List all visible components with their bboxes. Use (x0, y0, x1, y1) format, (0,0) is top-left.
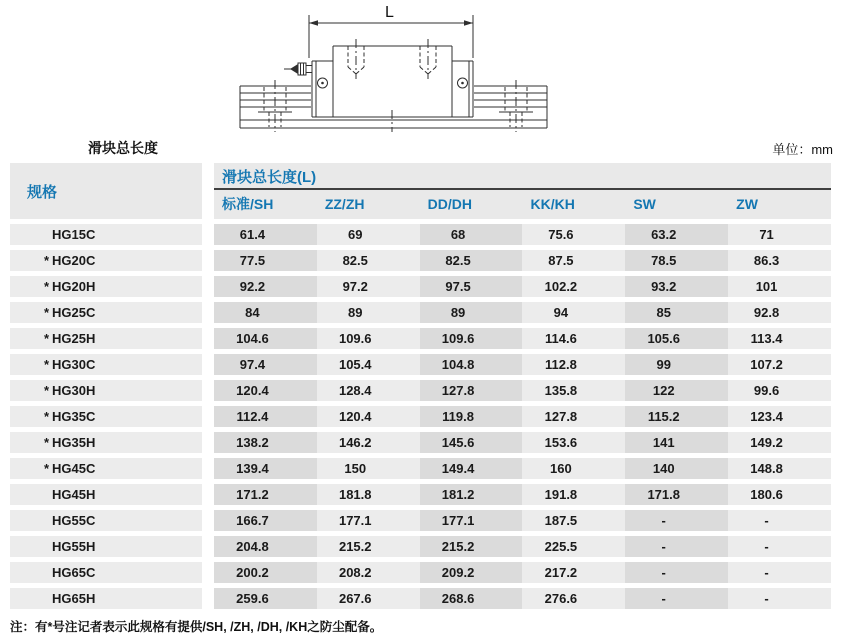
value-cell: 153.6 (522, 432, 625, 453)
value-cell: 128.4 (317, 380, 420, 401)
value-cell: 120.4 (317, 406, 420, 427)
length-header-group (214, 163, 831, 219)
value-cell: 119.8 (420, 406, 523, 427)
value-cell: 77.5 (214, 250, 317, 271)
spec-cell (10, 458, 202, 479)
value-cell: 94 (522, 302, 625, 323)
value-cell: - (728, 562, 831, 583)
spec-name: HG55C (52, 513, 96, 528)
column-header-4: KK/KH (530, 196, 575, 212)
value-cell: 82.5 (317, 250, 420, 271)
value-cell: 127.8 (522, 406, 625, 427)
value-cell: 200.2 (214, 562, 317, 583)
value-cell: 61.4 (214, 224, 317, 245)
table-row (10, 510, 831, 531)
value-cell: 122 (625, 380, 728, 401)
table-row (10, 432, 831, 453)
column-header-1: 标准/SH (222, 196, 274, 212)
spec-cell (10, 432, 202, 453)
spec-name: HG55H (52, 539, 96, 554)
table-row (10, 562, 831, 583)
value-cell: 97.4 (214, 354, 317, 375)
value-cell: 204.8 (214, 536, 317, 557)
value-cell: 146.2 (317, 432, 420, 453)
value-cell: 99.6 (728, 380, 831, 401)
dustproof-star-marker: * (44, 409, 50, 424)
spec-cell (10, 354, 202, 375)
value-cell: 92.2 (214, 276, 317, 297)
value-cell: - (728, 536, 831, 557)
spec-name: HG30H (52, 383, 96, 398)
value-cell: 89 (317, 302, 420, 323)
group-header: 滑块总长度(L) (214, 163, 831, 190)
value-cell: 191.8 (522, 484, 625, 505)
value-cell: 225.5 (522, 536, 625, 557)
spec-name: HG20C (52, 253, 96, 268)
value-cell: - (728, 510, 831, 531)
value-cell: 139.4 (214, 458, 317, 479)
table-row (10, 354, 831, 375)
spec-cell (10, 562, 202, 583)
dustproof-star-marker: * (44, 383, 50, 398)
value-cell: 97.2 (317, 276, 420, 297)
dustproof-star-marker: * (44, 253, 50, 268)
value-cell: 259.6 (214, 588, 317, 609)
value-cell: 68 (420, 224, 523, 245)
spec-name: HG65C (52, 565, 96, 580)
spec-name: HG45H (52, 487, 96, 502)
value-cell: 112.4 (214, 406, 317, 427)
spec-name: HG35H (52, 435, 96, 450)
table-row (10, 484, 831, 505)
value-cell: 171.8 (625, 484, 728, 505)
value-cell: 268.6 (420, 588, 523, 609)
value-cell: 187.5 (522, 510, 625, 531)
spec-cell (10, 250, 202, 271)
value-cell: 181.2 (420, 484, 523, 505)
table-body (10, 224, 831, 609)
spec-name: HG20H (52, 279, 96, 294)
value-cell: 177.1 (317, 510, 420, 531)
spec-name: HG25C (52, 305, 96, 320)
value-cell: 276.6 (522, 588, 625, 609)
value-cell: 181.8 (317, 484, 420, 505)
dimension-table (10, 163, 831, 635)
spec-cell (10, 588, 202, 609)
table-row (10, 588, 831, 609)
value-cell: 93.2 (625, 276, 728, 297)
thread-hole-right (420, 39, 436, 79)
value-cell: 149.2 (728, 432, 831, 453)
value-cell: 171.2 (214, 484, 317, 505)
value-cell: 180.6 (728, 484, 831, 505)
spec-cell (10, 302, 202, 323)
value-cell: 209.2 (420, 562, 523, 583)
value-cell: 123.4 (728, 406, 831, 427)
spec-name: HG65H (52, 591, 96, 606)
value-cell: 63.2 (625, 224, 728, 245)
value-cell: 208.2 (317, 562, 420, 583)
value-cell: 105.6 (625, 328, 728, 349)
spec-cell (10, 224, 202, 245)
value-cell: 114.6 (522, 328, 625, 349)
table-row (10, 458, 831, 479)
value-cell: 109.6 (420, 328, 523, 349)
table-row (10, 328, 831, 349)
spec-cell (10, 536, 202, 557)
unit-label: 单位：mm (772, 142, 833, 157)
spec-cell (10, 328, 202, 349)
table-row (10, 250, 831, 271)
value-cell: 104.8 (420, 354, 523, 375)
mounting-bolt-right (499, 80, 533, 132)
value-cell: 127.8 (420, 380, 523, 401)
spec-name: HG45C (52, 461, 96, 476)
spec-name: HG35C (52, 409, 96, 424)
dimension-label: L (385, 4, 394, 21)
value-cell: 101 (728, 276, 831, 297)
value-cell: 89 (420, 302, 523, 323)
table-row (10, 380, 831, 401)
value-cell: 84 (214, 302, 317, 323)
dimension-L (309, 4, 473, 58)
table-row (10, 536, 831, 557)
value-cell: 87.5 (522, 250, 625, 271)
dustproof-star-marker: * (44, 357, 50, 372)
value-cell: - (625, 562, 728, 583)
value-cell: 141 (625, 432, 728, 453)
value-cell: 145.6 (420, 432, 523, 453)
value-cell: - (625, 588, 728, 609)
table-row (10, 276, 831, 297)
table-row (10, 302, 831, 323)
value-cell: 140 (625, 458, 728, 479)
table-note: 注：有*号注记者表示此规格有提供/SH, /ZH, /DH, /KH之防尘配备。 (10, 620, 383, 634)
value-cell: 85 (625, 302, 728, 323)
column-header-6: ZW (736, 196, 758, 212)
value-cell: 99 (625, 354, 728, 375)
table-row (10, 224, 831, 245)
value-cell: 113.4 (728, 328, 831, 349)
value-cell: 97.5 (420, 276, 523, 297)
mounting-bolt-left (258, 80, 292, 132)
spec-cell (10, 276, 202, 297)
value-cell: - (625, 536, 728, 557)
value-cell: - (625, 510, 728, 531)
value-cell: 109.6 (317, 328, 420, 349)
column-header-3: DD/DH (427, 196, 472, 212)
thread-hole-left (348, 39, 364, 79)
spec-column-header: 规格 (10, 163, 202, 219)
column-headers-row (214, 190, 831, 217)
value-cell: 149.4 (420, 458, 523, 479)
caption-row (88, 136, 833, 158)
table-row (10, 406, 831, 427)
dustproof-star-marker: * (44, 461, 50, 476)
value-cell: 78.5 (625, 250, 728, 271)
spec-cell (10, 510, 202, 531)
value-cell: 104.6 (214, 328, 317, 349)
value-cell: 267.6 (317, 588, 420, 609)
spec-name: HG15C (52, 227, 96, 242)
value-cell: 69 (317, 224, 420, 245)
grease-nipple-icon (284, 63, 312, 75)
arrowhead-left-icon (309, 20, 318, 26)
column-header-2: ZZ/ZH (324, 196, 365, 212)
value-cell: 82.5 (420, 250, 523, 271)
spec-cell (10, 380, 202, 401)
value-cell: 92.8 (728, 302, 831, 323)
value-cell: 115.2 (625, 406, 728, 427)
arrowhead-right-icon (464, 20, 473, 26)
value-cell: 71 (728, 224, 831, 245)
dustproof-star-marker: * (44, 435, 50, 450)
dustproof-star-marker: * (44, 305, 50, 320)
value-cell: 217.2 (522, 562, 625, 583)
value-cell: - (728, 588, 831, 609)
dustproof-star-marker: * (44, 331, 50, 346)
value-cell: 215.2 (420, 536, 523, 557)
value-cell: 120.4 (214, 380, 317, 401)
linear-guide-diagram (0, 0, 843, 132)
technical-drawing (0, 0, 843, 132)
value-cell: 150 (317, 458, 420, 479)
column-header-5: SW (633, 196, 656, 212)
value-cell: 75.6 (522, 224, 625, 245)
spec-name: HG30C (52, 357, 96, 372)
value-cell: 135.8 (522, 380, 625, 401)
value-cell: 177.1 (420, 510, 523, 531)
value-cell: 105.4 (317, 354, 420, 375)
section-title: 滑块总长度 (88, 140, 158, 156)
value-cell: 166.7 (214, 510, 317, 531)
table-header (10, 163, 831, 219)
spec-cell (10, 406, 202, 427)
spec-name: HG25H (52, 331, 96, 346)
value-cell: 138.2 (214, 432, 317, 453)
value-cell: 112.8 (522, 354, 625, 375)
dustproof-star-marker: * (44, 279, 50, 294)
value-cell: 215.2 (317, 536, 420, 557)
value-cell: 86.3 (728, 250, 831, 271)
value-cell: 107.2 (728, 354, 831, 375)
spec-cell (10, 484, 202, 505)
value-cell: 148.8 (728, 458, 831, 479)
value-cell: 102.2 (522, 276, 625, 297)
slider-block (312, 46, 473, 132)
value-cell: 160 (522, 458, 625, 479)
